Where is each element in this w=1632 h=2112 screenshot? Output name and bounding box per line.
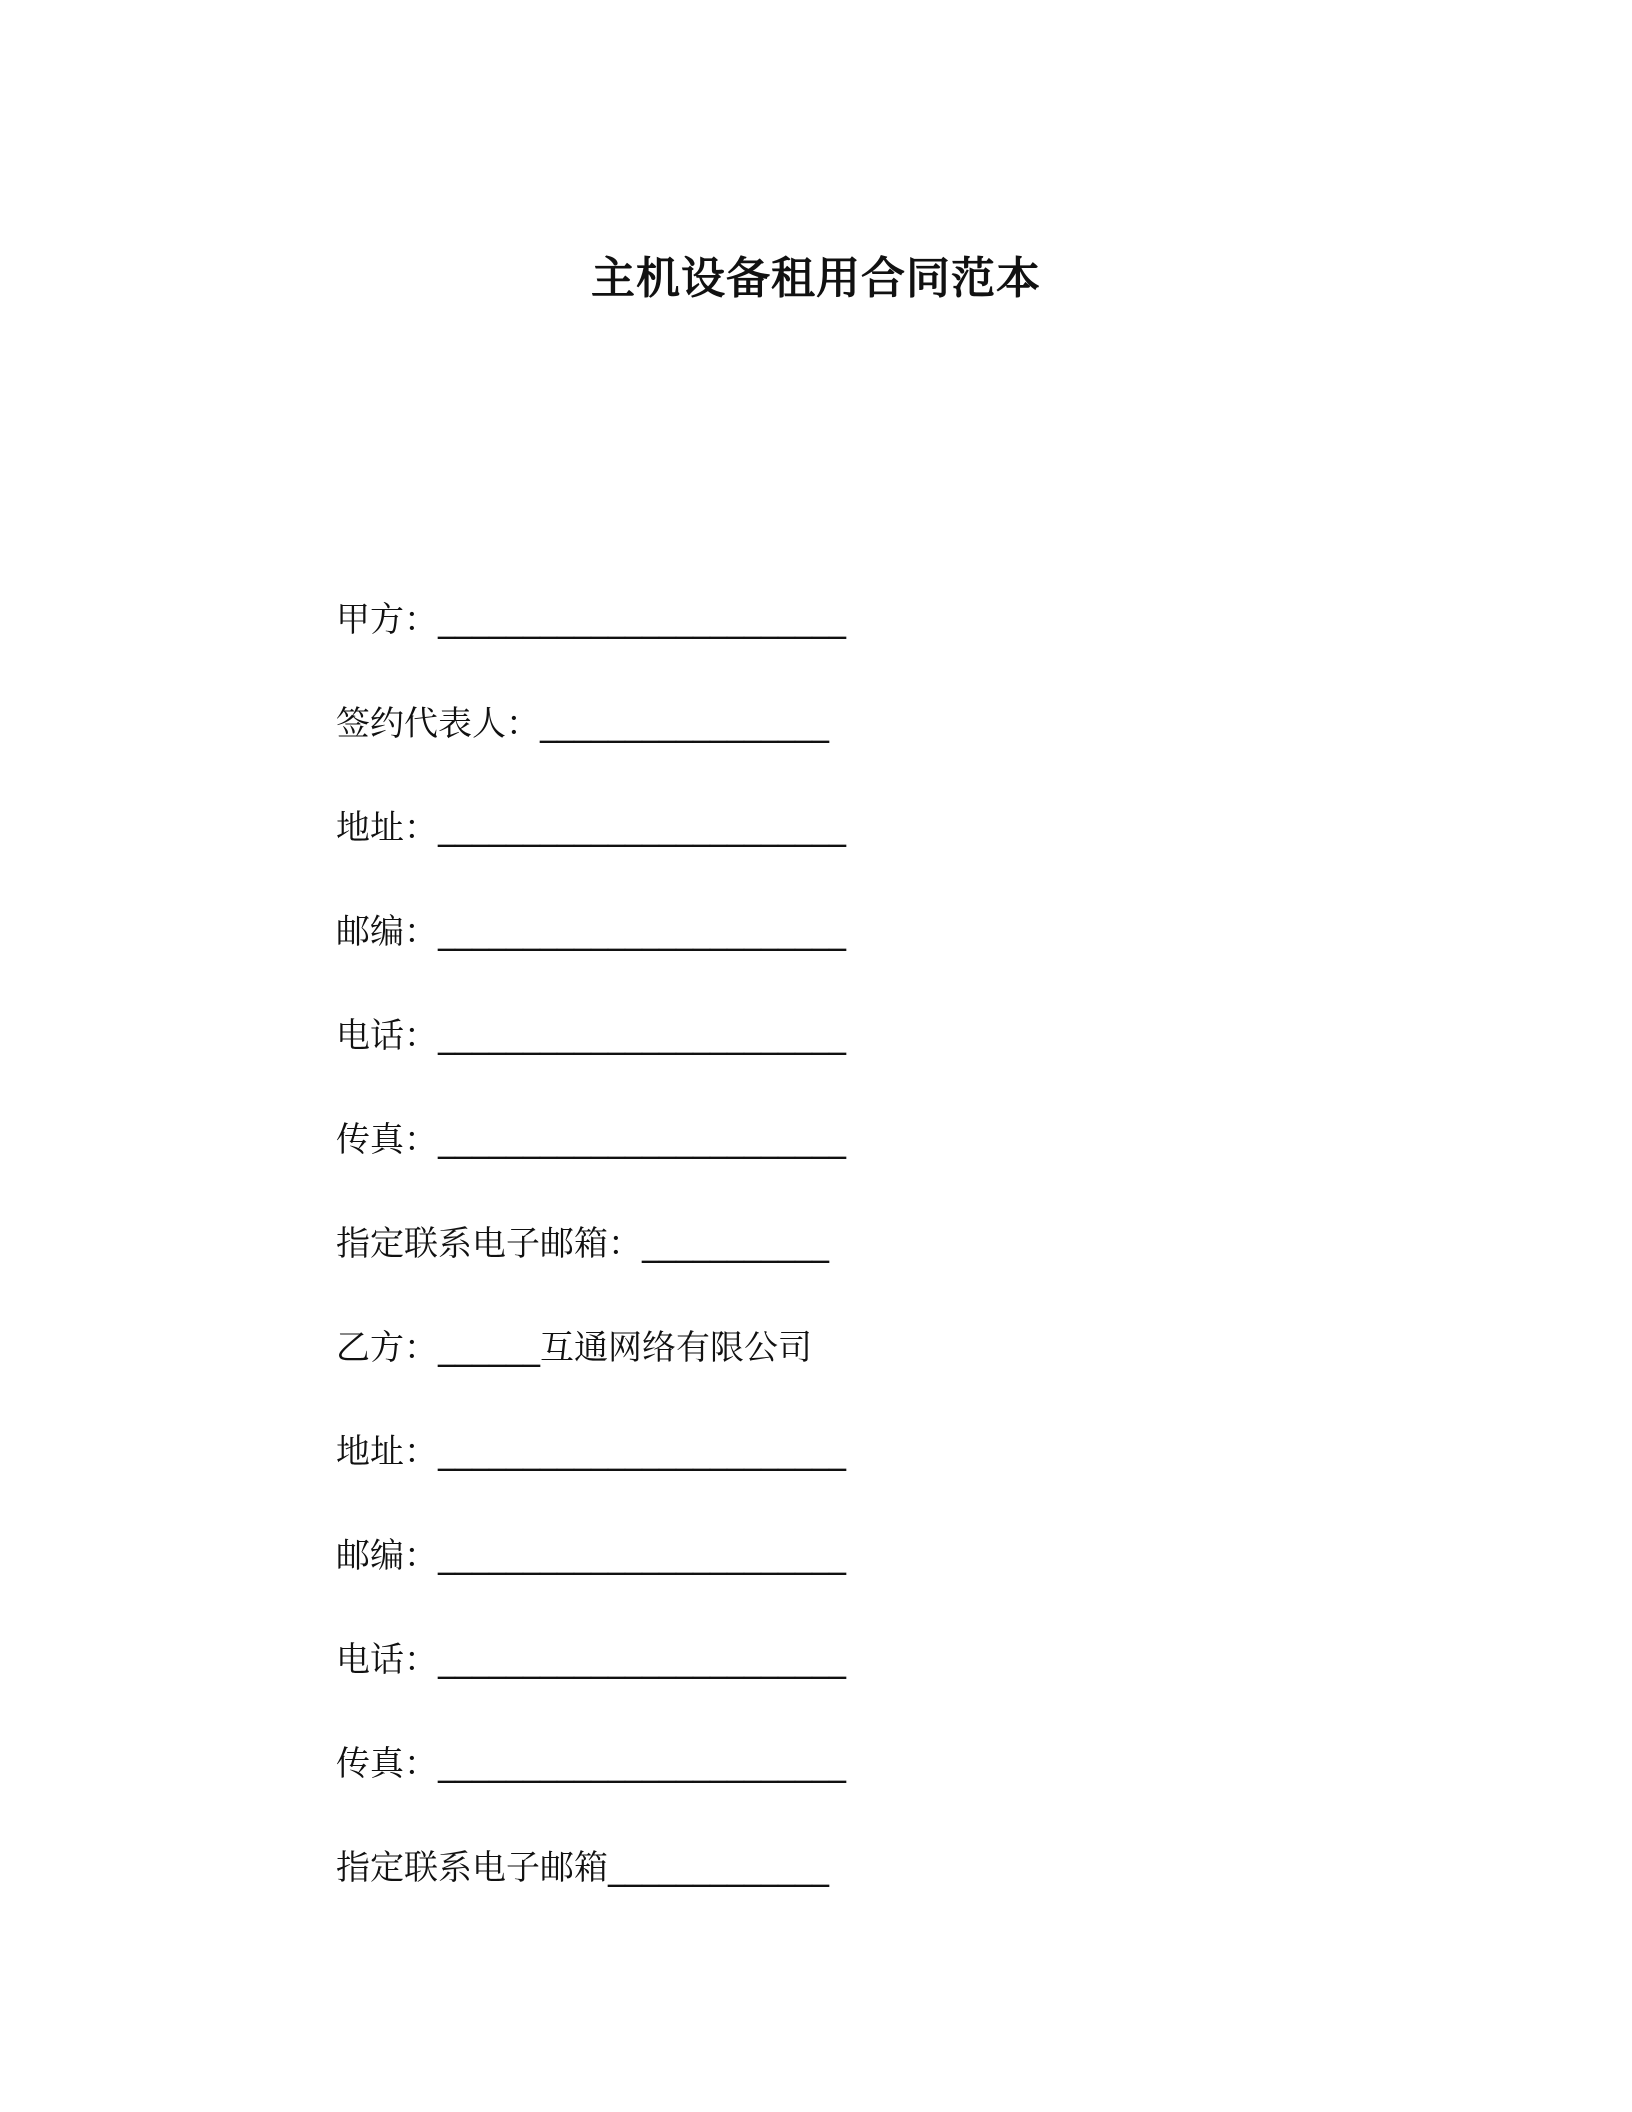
document-title: 主机设备租用合同范本 (591, 253, 1041, 305)
party-a-phone-value: ________________________ (438, 1016, 846, 1056)
party-a-address-label: 地址： (336, 808, 438, 848)
party-b-email-label: 指定联系电子邮箱 (336, 1848, 608, 1888)
party-a-phone-label: 电话： (336, 1016, 438, 1056)
signing-representative-value: _________________ (540, 704, 829, 744)
party-b-name-row (336, 1324, 1236, 1428)
party-a-fax-value: ________________________ (438, 1120, 846, 1160)
party-a-email-row (336, 1220, 1236, 1324)
party-b-postcode-label: 邮编： (336, 1536, 438, 1576)
party-b-fax-label: 传真： (336, 1744, 438, 1784)
party-a-postcode-label: 邮编： (336, 912, 438, 952)
party-a-fax-label: 传真： (336, 1120, 438, 1160)
party-a-postcode-row (336, 908, 1236, 1012)
party-b-address-label: 地址： (336, 1432, 438, 1472)
party-b-email-value: _____________ (608, 1848, 829, 1888)
party-b-label: 乙方： (336, 1328, 438, 1368)
contract-party-fields (336, 596, 1236, 1948)
signing-representative-row (336, 700, 1236, 804)
party-b-phone-value: ________________________ (438, 1640, 846, 1680)
party-a-fax-row (336, 1116, 1236, 1220)
party-b-fax-row (336, 1740, 1236, 1844)
party-a-address-value: ________________________ (438, 808, 846, 848)
party-b-fax-value: ________________________ (438, 1744, 846, 1784)
party-a-name-row (336, 596, 1236, 700)
party-b-phone-row (336, 1636, 1236, 1740)
party-a-email-label: 指定联系电子邮箱： (336, 1224, 642, 1264)
party-b-postcode-row (336, 1532, 1236, 1636)
party-a-postcode-value: ________________________ (438, 912, 846, 952)
party-a-address-row (336, 804, 1236, 908)
party-b-value: ______互通网络有限公司 (438, 1328, 812, 1368)
party-a-phone-row (336, 1012, 1236, 1116)
party-b-phone-label: 电话： (336, 1640, 438, 1680)
party-a-email-value: ___________ (642, 1224, 829, 1264)
party-b-address-row (336, 1428, 1236, 1532)
party-b-address-value: ________________________ (438, 1432, 846, 1472)
signing-representative-label: 签约代表人： (336, 704, 540, 744)
party-a-value: ________________________ (438, 600, 846, 640)
party-b-postcode-value: ________________________ (438, 1536, 846, 1576)
party-b-email-row (336, 1844, 1236, 1948)
party-a-label: 甲方： (336, 600, 438, 640)
